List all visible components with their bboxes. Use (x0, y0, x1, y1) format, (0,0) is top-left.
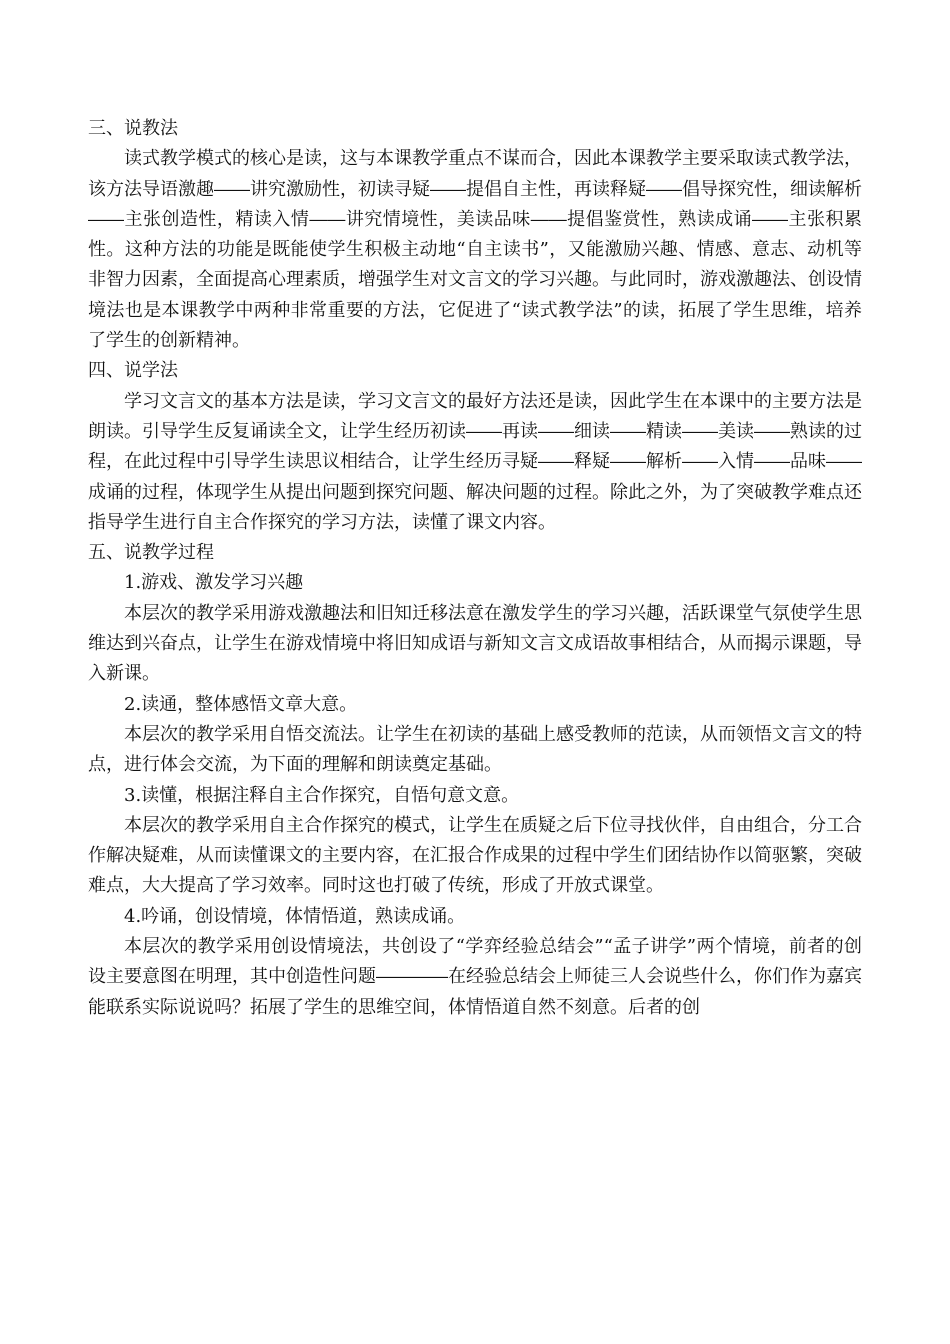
process-step-3-text: 本层次的教学采用自主合作探究的模式，让学生在质疑之后下位寻找伙伴，自由组合，分工合作解决疑难，从而读懂课文的主要内容，在汇报合作成果的过程中学生们团结协作以简驱繁，突破难点，大大提高了学习效率。同时这也打破了传统，形成了开放式课堂。 (88, 814, 862, 897)
section-heading-teaching-method: 三、说教法 (88, 118, 178, 139)
process-step-4-text: 本层次的教学采用创设情境法，共创设了“学弈经验总结会”“孟子讲学”两个情境，前者的创设主要意图在明理，其中创造性问题――――在经验总结会上师徒三人会说些什么，你们作为嘉宾能联系实际说说吗？拓展了学生的思维空间，体情悟道自然不刻意。后者的创 (88, 936, 862, 1018)
teaching-method-paragraph: 读式教学模式的核心是读，这与本课教学重点不谋而合，因此本课教学主要采取读式教学法，该方法导语激趣――讲究激励性，初读寻疑――提倡自主性，再读释疑――倡导探究性，细读解析――主张创造性，精读入情――讲究情境性，美读品味――提倡鉴赏性，熟读成诵――主张积累性。这种方法的功能是既能使学生积极主动地“自主读书”，又能激励兴趣、情感、意志、动机等非智力因素，全面提高心理素质，增强学生对文言文的学习兴趣。与此同时，游戏激趣法、创设情境法也是本课教学中两种非常重要的方法，它促进了“读式教学法”的读，拓展了学生思维，培养了学生的创新精神。 (88, 148, 862, 352)
section-heading-learning-method: 四、说学法 (88, 360, 178, 382)
document-body (88, 114, 862, 1023)
process-step-1-title: 1.游戏、激发学习兴趣 (124, 572, 304, 594)
process-step-4-title: 4.吟诵，创设情境，体情悟道，熟读成诵。 (124, 905, 466, 927)
learning-method-paragraph: 学习文言文的基本方法是读，学习文言文的最好方法还是读，因此学生在本课中的主要方法是朗读。引导学生反复诵读全文，让学生经历初读――再读――细读――精读――美读――熟读的过程，在此过程中引导学生读思议相结合，让学生经历寻疑――释疑――解析――入情――品味――成诵的过程，体现学生从提出问题到探究问题、解决问题的过程。除此之外，为了突破教学难点还指导学生进行自主合作探究的学习方法，读懂了课文内容。 (88, 390, 862, 533)
section-heading-teaching-process: 五、说教学过程 (88, 542, 214, 564)
process-step-1-text: 本层次的教学采用游戏激趣法和旧知迁移法意在激发学生的学习兴趣，活跃课堂气氛使学生思维达到兴奋点，让学生在游戏情境中将旧知成语与新知文言文成语故事相结合，从而揭示课题，导入新课。 (88, 602, 862, 685)
process-step-2-text: 本层次的教学采用自悟交流法。让学生在初读的基础上感受教师的范读，从而领悟文言文的特点，进行体会交流，为下面的理解和朗读奠定基础。 (88, 723, 862, 776)
process-step-3-title: 3.读懂，根据注释自主合作探究，自悟句意文意。 (124, 784, 520, 806)
process-step-2-title: 2.读通，整体感悟文章大意。 (124, 693, 358, 715)
